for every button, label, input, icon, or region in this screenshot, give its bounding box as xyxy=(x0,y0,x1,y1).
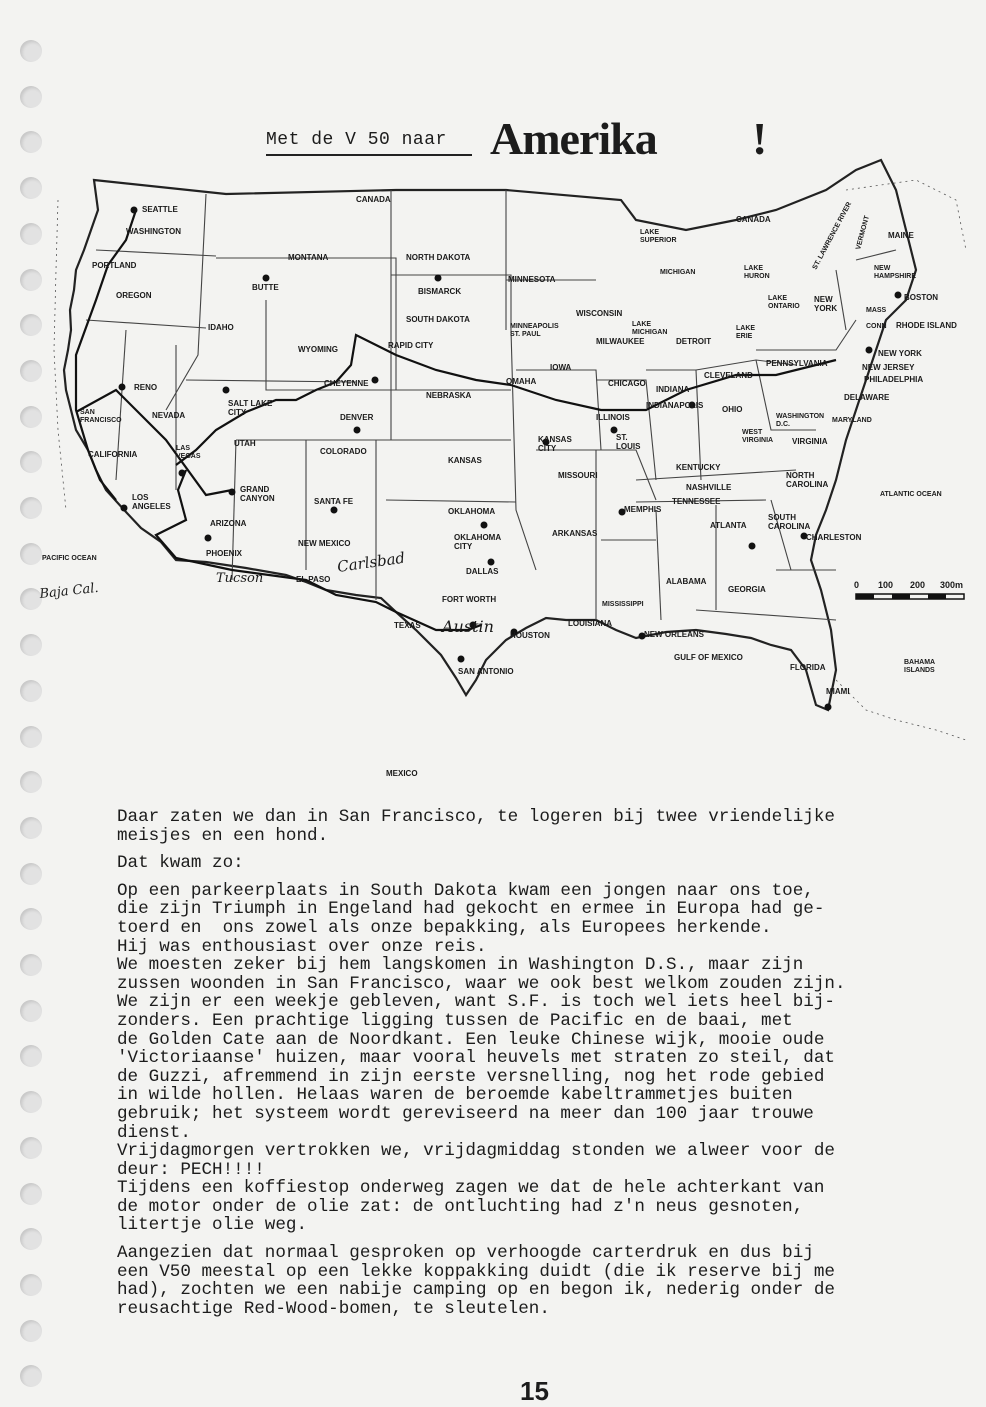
map-label-virginia: VIRGINIA xyxy=(792,437,828,446)
map-label-lake-erie: LAKE ERIE xyxy=(736,325,756,340)
article-title: Amerika xyxy=(490,113,657,164)
handwritten-tucson: Tucson xyxy=(216,571,264,586)
binder-hole xyxy=(20,40,42,62)
map-label-washington: WASHINGTON xyxy=(126,227,181,236)
map-label-illinois: ILLINOIS xyxy=(596,413,630,422)
map-label-arkansas: ARKANSAS xyxy=(552,529,598,538)
map-label-delaware: DELAWARE xyxy=(844,393,890,402)
map-label-minnesota: MINNESOTA xyxy=(508,275,556,284)
map-label-detroit: DETROIT xyxy=(676,337,712,346)
handwritten-baja: Baja Cal. xyxy=(38,580,100,602)
map-label-south-dakota: SOUTH DAKOTA xyxy=(406,315,470,324)
map-label-mexico: MEXICO xyxy=(386,769,418,778)
coast-texture xyxy=(54,180,966,740)
map-label-houston: HOUSTON xyxy=(510,631,550,640)
map-label-mississippi: MISSISSIPPI xyxy=(602,601,644,608)
map-label-milwaukee: MILWAUKEE xyxy=(596,337,645,346)
map-label-oklahoma: OKLAHOMA xyxy=(448,507,496,516)
map-label-new-hampshire: NEW HAMPSHIRE xyxy=(874,265,917,280)
map-label-pacific-ocean: PACIFIC OCEAN xyxy=(42,555,97,562)
map-label-wisconsin: WISCONSIN xyxy=(576,309,623,318)
map-label-montana: MONTANA xyxy=(288,253,329,262)
map-label-vermont: VERMONT xyxy=(855,214,871,251)
usa-route-map xyxy=(36,150,986,790)
map-label-oklahoma-city: OKLAHOMA CITY xyxy=(454,533,502,551)
handwritten-austin: Austin xyxy=(442,617,494,636)
map-label-seattle: SEATTLE xyxy=(142,205,178,214)
map-label-atlantic-ocean: ATLANTIC OCEAN xyxy=(880,491,942,498)
map-label-lake-ontario: LAKE ONTARIO xyxy=(768,295,800,310)
map-label-texas: TEXAS xyxy=(394,621,421,630)
map-label-portland: PORTLAND xyxy=(92,261,137,270)
article-subtitle: Met de V 50 naar xyxy=(266,130,447,150)
map-label-bismarck: BISMARCK xyxy=(418,287,462,296)
map-label-san-antonio: SAN ANTONIO xyxy=(458,667,514,676)
map-label-memphis: MEMPHIS xyxy=(624,505,662,514)
map-label-denver: DENVER xyxy=(340,413,374,422)
scale-200: 200 xyxy=(910,580,926,590)
map-label-las-vegas: LAS VEGAS xyxy=(176,445,201,460)
map-label-fort-worth: FORT WORTH xyxy=(442,595,497,604)
map-label-louisiana: LOUISIANA xyxy=(568,619,612,628)
map-label-idaho: IDAHO xyxy=(208,323,234,332)
map-label-utah: UTAH xyxy=(234,439,256,448)
handwritten-carlsbad: Carlsbad xyxy=(336,548,407,576)
map-label-pennsylvania: PENNSYLVANIA xyxy=(766,359,828,368)
map-label-new-mexico: NEW MEXICO xyxy=(298,539,351,548)
map-label-nevada: NEVADA xyxy=(152,411,186,420)
map-label-lake-michigan: LAKE MICHIGAN xyxy=(632,321,668,336)
map-label-st-lawrence-river: ST. LAWRENCE RIVER xyxy=(811,201,854,271)
map-label-indianapolis: INDIANAPOLIS xyxy=(646,401,704,410)
map-label-phoenix: PHOENIX xyxy=(206,549,243,558)
article-paragraph: Op een parkeerplaats in South Dakota kwam een jongen naar ons toe, die zijn Triumph in Engeland had gekocht en ermee in Europa had ge- toerd en ons zowel als onze bepakking, als Europees herkende. Hij was enthousiast over onze reis. We moesten zeker bij hem langskomen in Washington D.S., maar zijn zussen woonden in San Francisco, waar we ook best welkom zouden zijn. We zijn er een weekje gebleven, want S.F. is toch wel iets heel bij- zonders. Een prachtige ligging tussen de Pacific en de baai, met de Golden Cate aan de Noordkant. Een leuke Chinese wijk, mooie oude 'Victoriaanse' huizen, maar vooral heuvels met straten zo steil, dat de Guzzi, afremmend in zijn eerste versnelling, nog het rode gebied in wilde hollen. Helaas waren de beroemde kabeltrammetjes buiten gebruik; het systeem wordt gereviseerd na meer dan 100 jaar trouwe dienst. Vrijdagmorgen vertrokken we, vrijdagmiddag stonden we alweer voor de deur: PECH!!!! Tijdens een koffiestop onderweg zagen we dat de hele achterkant van de motor onder de olie zat: de ontluchting had z'n neus gesnoten, litertje olie weg. xyxy=(117,880,846,1236)
map-label-maryland: MARYLAND xyxy=(832,417,872,424)
map-label-lake-superior: LAKE SUPERIOR xyxy=(640,229,677,244)
map-label-colorado: COLORADO xyxy=(320,447,367,456)
map-label-omaha: OMAHA xyxy=(506,377,537,386)
map-label-santa-fe: SANTA FE xyxy=(314,497,354,506)
map-label-cheyenne: CHEYENNE xyxy=(324,379,369,388)
map-label-lake-huron: LAKE HURON xyxy=(744,265,770,280)
binder-hole xyxy=(20,1320,42,1342)
map-label-oregon: OREGON xyxy=(116,291,152,300)
map-label-san-francisco: SAN FRANCISCO xyxy=(80,409,122,424)
map-label-tennessee: TENNESSEE xyxy=(672,497,721,506)
map-label-north-dakota: NORTH DAKOTA xyxy=(406,253,471,262)
map-label-bahama-islands: BAHAMA ISLANDS xyxy=(904,659,936,674)
map-label-butte: BUTTE xyxy=(252,283,279,292)
map-label-indiana: INDIANA xyxy=(656,385,690,394)
article-paragraph: Dat kwam zo: xyxy=(117,853,244,874)
binder-hole xyxy=(20,817,42,839)
map-label-ohio: OHIO xyxy=(722,405,743,414)
scale-100: 100 xyxy=(878,580,894,590)
map-label-california: CALIFORNIA xyxy=(88,450,138,459)
map-label-maine: MAINE xyxy=(888,231,914,240)
map-label-canada-east: CANADA xyxy=(736,215,771,224)
map-label-atlanta: ATLANTA xyxy=(710,521,747,530)
map-label-cleveland: CLEVELAND xyxy=(704,371,753,380)
binder-hole xyxy=(20,86,42,108)
map-label-grand-canyon: GRAND CANYON xyxy=(240,485,275,503)
map-label-minneapolis: MINNEAPOLIS ST. PAUL xyxy=(510,323,559,338)
map-label-west-virginia: WEST VIRGINIA xyxy=(742,429,774,444)
binder-hole xyxy=(20,954,42,976)
map-label-new-orleans: NEW ORLEANS xyxy=(644,630,704,639)
map-label-salt-lake-city: SALT LAKE CITY xyxy=(228,399,273,417)
map-label-rapid-city: RAPID CITY xyxy=(388,341,434,350)
article-paragraph: Aangezien dat normaal gesproken op verhoogde carterdruk en dus bij een V50 meestal op een lekke koppakking duidt (die ik reserve bij me had), zochten we een nabije camping op en begon ik, nederig onder de reusachtige Red-Wood-bomen, te sleutelen. xyxy=(117,1243,835,1319)
travel-route xyxy=(76,210,836,630)
map-label-dallas: DALLAS xyxy=(466,567,499,576)
map-label-charleston: CHARLESTON xyxy=(806,533,862,542)
map-label-new-york: NEW YORK xyxy=(878,349,922,358)
map-label-gulf-of-mexico: GULF OF MEXICO xyxy=(674,653,743,662)
binder-hole xyxy=(20,1228,42,1250)
map-label-rhode-island: RHODE ISLAND xyxy=(896,321,957,330)
map-label-mass: MASS xyxy=(866,307,887,314)
map-label-miami: MIAMI xyxy=(826,687,850,696)
map-label-reno: RENO xyxy=(134,383,158,392)
map-label-kansas: KANSAS xyxy=(448,456,482,465)
map-label-iowa: IOWA xyxy=(550,363,572,372)
map-label-new-jersey: NEW JERSEY xyxy=(862,363,915,372)
map-label-canada-north: CANADA xyxy=(356,195,391,204)
map-label-michigan: MICHIGAN xyxy=(660,269,696,276)
map-label-chicago: CHICAGO xyxy=(608,379,646,388)
binder-hole xyxy=(20,1000,42,1022)
page-number: 15 xyxy=(520,1376,549,1406)
binder-hole xyxy=(20,908,42,930)
map-label-alabama: ALABAMA xyxy=(666,577,707,586)
map-label-missouri: MISSOURI xyxy=(558,471,598,480)
map-label-washington-dc: WASHINGTON D.C. xyxy=(776,413,825,428)
map-label-nashville: NASHVILLE xyxy=(686,483,732,492)
article-paragraph: Daar zaten we dan in San Francisco, te logeren bij twee vriendelijke meisjes en een hond. xyxy=(117,807,835,846)
binder-hole xyxy=(20,1274,42,1296)
title-exclamation: ! xyxy=(752,113,768,164)
map-label-conn: CONN xyxy=(866,323,887,330)
map-label-wyoming: WYOMING xyxy=(298,345,338,354)
binder-hole xyxy=(20,1183,42,1205)
map-label-boston: BOSTON xyxy=(904,293,939,302)
scale-300: 300m xyxy=(940,580,964,590)
map-label-kentucky: KENTUCKY xyxy=(676,463,721,472)
map-label-arizona: ARIZONA xyxy=(210,519,247,528)
map-label-south-carolina: SOUTH CAROLINA xyxy=(768,513,811,531)
map-label-kansas-city: KANSAS CITY xyxy=(538,435,572,453)
map-label-st-louis: ST. LOUIS xyxy=(616,433,641,451)
map-label-philadelphia: PHILADELPHIA xyxy=(864,375,924,384)
map-handwriting xyxy=(38,548,497,636)
map-label-north-carolina: NORTH CAROLINA xyxy=(786,471,829,489)
map-label-nebraska: NEBRASKA xyxy=(426,391,472,400)
binder-hole xyxy=(20,1365,42,1387)
map-label-los-angeles: LOS ANGELES xyxy=(132,493,171,511)
article-body xyxy=(117,808,957,1327)
map-svg xyxy=(36,150,986,790)
binder-hole xyxy=(20,863,42,885)
map-scale xyxy=(854,580,964,599)
scale-0: 0 xyxy=(854,580,860,590)
map-label-florida: FLORIDA xyxy=(790,663,826,672)
binder-hole xyxy=(20,1045,42,1067)
binder-hole xyxy=(20,1137,42,1159)
map-label-georgia: GEORGIA xyxy=(728,585,766,594)
binder-hole xyxy=(20,1091,42,1113)
map-label-el-paso: EL PASO xyxy=(296,575,331,584)
map-label-new-york-state: NEW YORK xyxy=(814,295,838,313)
